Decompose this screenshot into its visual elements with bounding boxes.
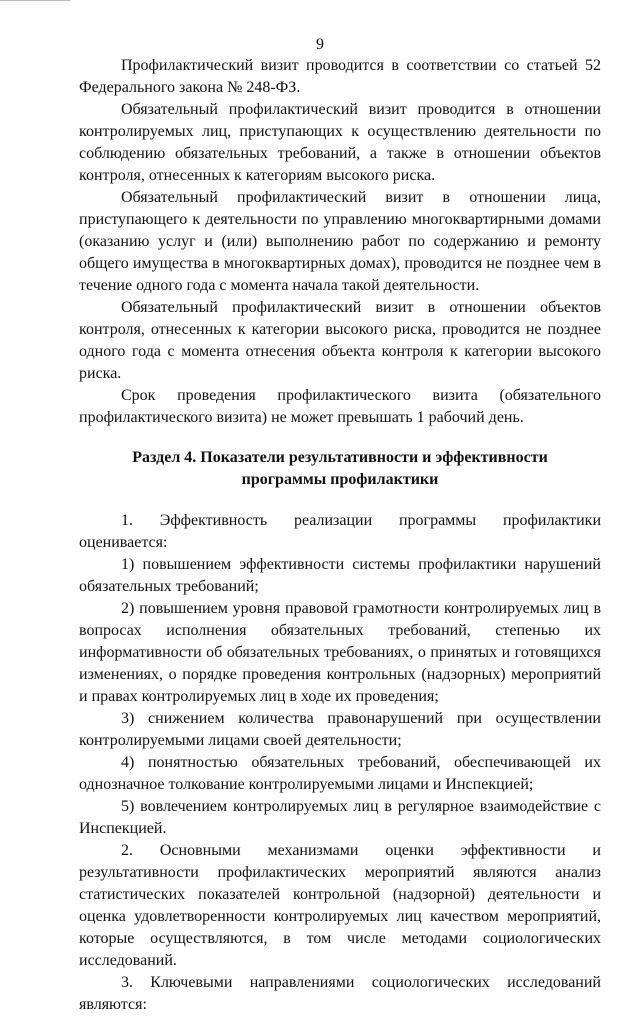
paragraph: 2. Основными механизмами оценки эффективности и результативности профилактических мероприятий являются анализ статистических показателей контрольной (надзорной) деятельности и оценка удовлетворенности контролируемых лиц качеством мероприятий, которые осуществляются, в том числе методами социологических исследований. xyxy=(79,842,601,969)
scan-edge-mark xyxy=(0,0,70,4)
paragraph: Обязательный профилактический визит в отношении лица, приступающего к деятельности по управлению многоквартирными домами (оказанию услуг и (или) выполнению работ по содержанию и ремонту общего имущества в многоквартирных домах), проводится не позднее чем в течение одного года с момента начала такой деятельности. xyxy=(79,189,601,294)
document-body xyxy=(79,55,601,1016)
list-item: 1) повышением эффективности системы профилактики нарушений обязательных требований; xyxy=(79,556,601,595)
paragraph: Обязательный профилактический визит проводится в отношении контролируемых лиц, приступающих к осуществлению деятельности по соблюдению обязательных требований, а также в отношении объектов контроля, отнесенных к категориям высокого риска. xyxy=(79,101,601,184)
list-item: 5) вовлечением контролируемых лиц в регулярное взаимодействие с Инспекцией. xyxy=(79,798,601,837)
paragraph: Срок проведения профилактического визита (обязательного профилактического визита) не может превышать 1 рабочий день. xyxy=(79,387,601,426)
list-item: 3) снижением количества правонарушений при осуществлении контролируемыми лицами своей деятельности; xyxy=(79,710,601,749)
list-item: 2) повышением уровня правовой грамотности контролируемых лиц в вопросах исполнения обязательных требований, степенью их информативности об обязательных требованиях, о принятых и готовящихся изменениях, о порядке проведения контрольных (надзорных) мероприятий и правах контролируемых лиц в ходе их проведения; xyxy=(79,600,601,705)
page-number: 9 xyxy=(316,36,324,53)
paragraph: Профилактический визит проводится в соответствии со статьей 52 Федерального закона № 248-ФЗ. xyxy=(79,57,601,96)
paragraph: Обязательный профилактический визит в отношении объектов контроля, отнесенных к категории высокого риска, проводится не позднее одного года с момента отнесения объекта контроля к категории высокого риска. xyxy=(79,299,601,382)
paragraph: 1. Эффективность реализации программы профилактики оценивается: xyxy=(79,512,601,551)
paragraph: 3. Ключевыми направлениями социологических исследований являются: xyxy=(79,974,601,1013)
section-heading: Раздел 4. Показатели результативности и эффективности программы профилактики xyxy=(132,449,548,488)
list-item: 4) понятностью обязательных требований, обеспечивающей их однозначное толкование контролируемыми лицами и Инспекцией; xyxy=(79,754,601,793)
